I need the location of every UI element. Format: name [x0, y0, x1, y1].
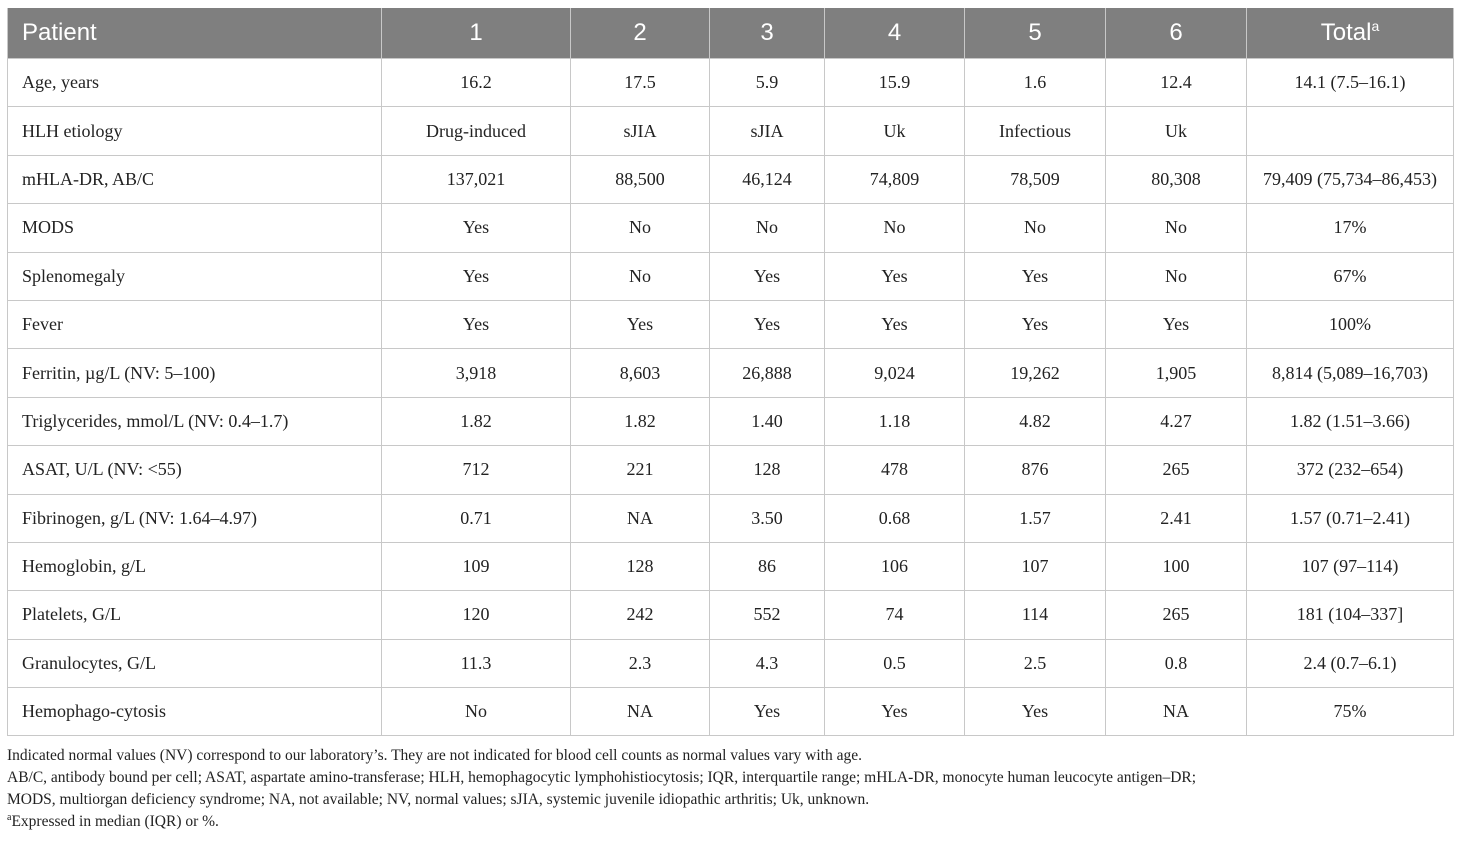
total-cell: 8,814 (5,089–16,703)	[1247, 349, 1454, 397]
table-row	[8, 542, 1454, 590]
header-patient-5: 5	[965, 8, 1106, 59]
patient-2-cell: 221	[571, 446, 710, 494]
footnote-normal-values: Indicated normal values (NV) correspond to our laboratory’s. They are not indicated for blood cell counts as normal values vary with age.	[7, 747, 862, 764]
footnote-a-marker: a	[7, 811, 12, 823]
row-label: Fever	[8, 300, 382, 348]
patient-2-cell: 242	[571, 591, 710, 639]
table-row	[8, 204, 1454, 252]
patient-3-cell: 552	[710, 591, 825, 639]
patient-5-cell: Yes	[965, 252, 1106, 300]
patient-4-cell: 74,809	[825, 155, 965, 203]
total-cell: 67%	[1247, 252, 1454, 300]
patient-1-cell: 11.3	[382, 639, 571, 687]
patient-2-cell: 17.5	[571, 59, 710, 107]
total-cell: 79,409 (75,734–86,453)	[1247, 155, 1454, 203]
table-row	[8, 397, 1454, 445]
row-label: Triglycerides, mmol/L (NV: 0.4–1.7)	[8, 397, 382, 445]
patient-1-cell: Drug-induced	[382, 107, 571, 155]
header-patient-1: 1	[382, 8, 571, 59]
header-total	[1247, 8, 1454, 59]
patient-4-cell: 106	[825, 542, 965, 590]
patient-1-cell: 120	[382, 591, 571, 639]
patient-5-cell: No	[965, 204, 1106, 252]
patient-6-cell: Yes	[1106, 300, 1247, 348]
table-row	[8, 252, 1454, 300]
footnote-a	[7, 811, 1453, 833]
header-patient-3: 3	[710, 8, 825, 59]
table-row	[8, 59, 1454, 107]
table-row	[8, 107, 1454, 155]
row-label: HLH etiology	[8, 107, 382, 155]
patient-5-cell: 2.5	[965, 639, 1106, 687]
patient-6-cell: 80,308	[1106, 155, 1247, 203]
row-label: mHLA-DR, AB/C	[8, 155, 382, 203]
row-label: Hemoglobin, g/L	[8, 542, 382, 590]
patient-6-cell: 0.8	[1106, 639, 1247, 687]
table-row	[8, 155, 1454, 203]
patient-4-cell: 74	[825, 591, 965, 639]
table-body	[8, 59, 1454, 736]
total-cell: 100%	[1247, 300, 1454, 348]
patient-5-cell: Yes	[965, 300, 1106, 348]
row-label: Fibrinogen, g/L (NV: 1.64–4.97)	[8, 494, 382, 542]
patient-6-cell: NA	[1106, 688, 1247, 736]
total-cell: 14.1 (7.5–16.1)	[1247, 59, 1454, 107]
patient-2-cell: No	[571, 252, 710, 300]
patient-3-cell: No	[710, 204, 825, 252]
patient-1-cell: 137,021	[382, 155, 571, 203]
table-row	[8, 349, 1454, 397]
table-row	[8, 688, 1454, 736]
patient-3-cell: 3.50	[710, 494, 825, 542]
patient-3-cell: sJIA	[710, 107, 825, 155]
patient-1-cell: Yes	[382, 252, 571, 300]
patient-2-cell: 128	[571, 542, 710, 590]
patient-5-cell: 19,262	[965, 349, 1106, 397]
patient-2-cell: NA	[571, 494, 710, 542]
patient-4-cell: No	[825, 204, 965, 252]
patient-6-cell: 265	[1106, 446, 1247, 494]
table-row	[8, 591, 1454, 639]
patient-4-cell: 9,024	[825, 349, 965, 397]
footnote-abbreviations-2: MODS, multiorgan deficiency syndrome; NA, not available; NV, normal values; sJIA, systemic juvenile idiopathic arthritis; Uk, unknown.	[7, 791, 870, 808]
patient-6-cell: 100	[1106, 542, 1247, 590]
total-cell: 17%	[1247, 204, 1454, 252]
footnote-a-text: Expressed in median (IQR) or %.	[11, 813, 219, 830]
patient-2-cell: No	[571, 204, 710, 252]
table-row	[8, 639, 1454, 687]
total-cell: 107 (97–114)	[1247, 542, 1454, 590]
patient-4-cell: 478	[825, 446, 965, 494]
patient-5-cell: 78,509	[965, 155, 1106, 203]
header-total-superscript: a	[1371, 18, 1380, 34]
table-row	[8, 494, 1454, 542]
patient-6-cell: No	[1106, 252, 1247, 300]
header-patient: Patient	[8, 8, 382, 59]
total-cell: 2.4 (0.7–6.1)	[1247, 639, 1454, 687]
total-cell: 1.57 (0.71–2.41)	[1247, 494, 1454, 542]
header-patient-6: 6	[1106, 8, 1247, 59]
table-header-row	[8, 8, 1454, 59]
patient-1-cell: 0.71	[382, 494, 571, 542]
patient-4-cell: Yes	[825, 688, 965, 736]
patient-3-cell: 128	[710, 446, 825, 494]
patient-6-cell: 12.4	[1106, 59, 1247, 107]
patient-4-cell: Yes	[825, 252, 965, 300]
patient-1-cell: 3,918	[382, 349, 571, 397]
total-cell: 181 (104–337]	[1247, 591, 1454, 639]
table-row	[8, 300, 1454, 348]
patient-5-cell: 114	[965, 591, 1106, 639]
row-label: ASAT, U/L (NV: <55)	[8, 446, 382, 494]
patient-1-cell: 712	[382, 446, 571, 494]
row-label: Age, years	[8, 59, 382, 107]
patient-3-cell: 46,124	[710, 155, 825, 203]
patient-6-cell: 2.41	[1106, 494, 1247, 542]
header-total-label: Total	[1320, 19, 1372, 46]
patient-2-cell: 2.3	[571, 639, 710, 687]
patient-1-cell: 109	[382, 542, 571, 590]
table-row	[8, 446, 1454, 494]
patient-2-cell: Yes	[571, 300, 710, 348]
patient-5-cell: 1.57	[965, 494, 1106, 542]
row-label: Granulocytes, G/L	[8, 639, 382, 687]
row-label: Ferritin, µg/L (NV: 5–100)	[8, 349, 382, 397]
patient-6-cell: 265	[1106, 591, 1247, 639]
patient-5-cell: Infectious	[965, 107, 1106, 155]
patient-characteristics-table	[7, 8, 1454, 736]
patient-1-cell: Yes	[382, 204, 571, 252]
patient-6-cell: 1,905	[1106, 349, 1247, 397]
patient-3-cell: 1.40	[710, 397, 825, 445]
patient-3-cell: 26,888	[710, 349, 825, 397]
patient-1-cell: 16.2	[382, 59, 571, 107]
header-patient-4: 4	[825, 8, 965, 59]
patient-table-container	[7, 8, 1453, 736]
patient-3-cell: Yes	[710, 252, 825, 300]
patient-5-cell: 1.6	[965, 59, 1106, 107]
row-label: Splenomegaly	[8, 252, 382, 300]
patient-4-cell: Uk	[825, 107, 965, 155]
patient-3-cell: Yes	[710, 300, 825, 348]
patient-5-cell: 876	[965, 446, 1106, 494]
patient-2-cell: NA	[571, 688, 710, 736]
patient-5-cell: 4.82	[965, 397, 1106, 445]
patient-2-cell: 8,603	[571, 349, 710, 397]
patient-4-cell: Yes	[825, 300, 965, 348]
patient-5-cell: 107	[965, 542, 1106, 590]
patient-6-cell: 4.27	[1106, 397, 1247, 445]
header-patient-2: 2	[571, 8, 710, 59]
total-cell: 372 (232–654)	[1247, 446, 1454, 494]
patient-1-cell: 1.82	[382, 397, 571, 445]
patient-4-cell: 0.5	[825, 639, 965, 687]
patient-3-cell: Yes	[710, 688, 825, 736]
patient-4-cell: 0.68	[825, 494, 965, 542]
total-cell: 1.82 (1.51–3.66)	[1247, 397, 1454, 445]
patient-2-cell: sJIA	[571, 107, 710, 155]
table-footnotes	[7, 745, 1453, 833]
patient-6-cell: Uk	[1106, 107, 1247, 155]
patient-2-cell: 88,500	[571, 155, 710, 203]
patient-6-cell: No	[1106, 204, 1247, 252]
patient-3-cell: 4.3	[710, 639, 825, 687]
patient-5-cell: Yes	[965, 688, 1106, 736]
total-cell	[1247, 107, 1454, 155]
patient-1-cell: No	[382, 688, 571, 736]
total-cell: 75%	[1247, 688, 1454, 736]
patient-4-cell: 15.9	[825, 59, 965, 107]
row-label: Hemophago-cytosis	[8, 688, 382, 736]
patient-3-cell: 5.9	[710, 59, 825, 107]
patient-4-cell: 1.18	[825, 397, 965, 445]
row-label: MODS	[8, 204, 382, 252]
footnote-abbreviations-1: AB/C, antibody bound per cell; ASAT, aspartate amino-transferase; HLH, hemophagocytic lymphohistiocytosis; IQR, interquartile range; mHLA-DR, monocyte human leucocyte antigen–DR;	[7, 769, 1197, 786]
patient-2-cell: 1.82	[571, 397, 710, 445]
patient-1-cell: Yes	[382, 300, 571, 348]
row-label: Platelets, G/L	[8, 591, 382, 639]
patient-3-cell: 86	[710, 542, 825, 590]
